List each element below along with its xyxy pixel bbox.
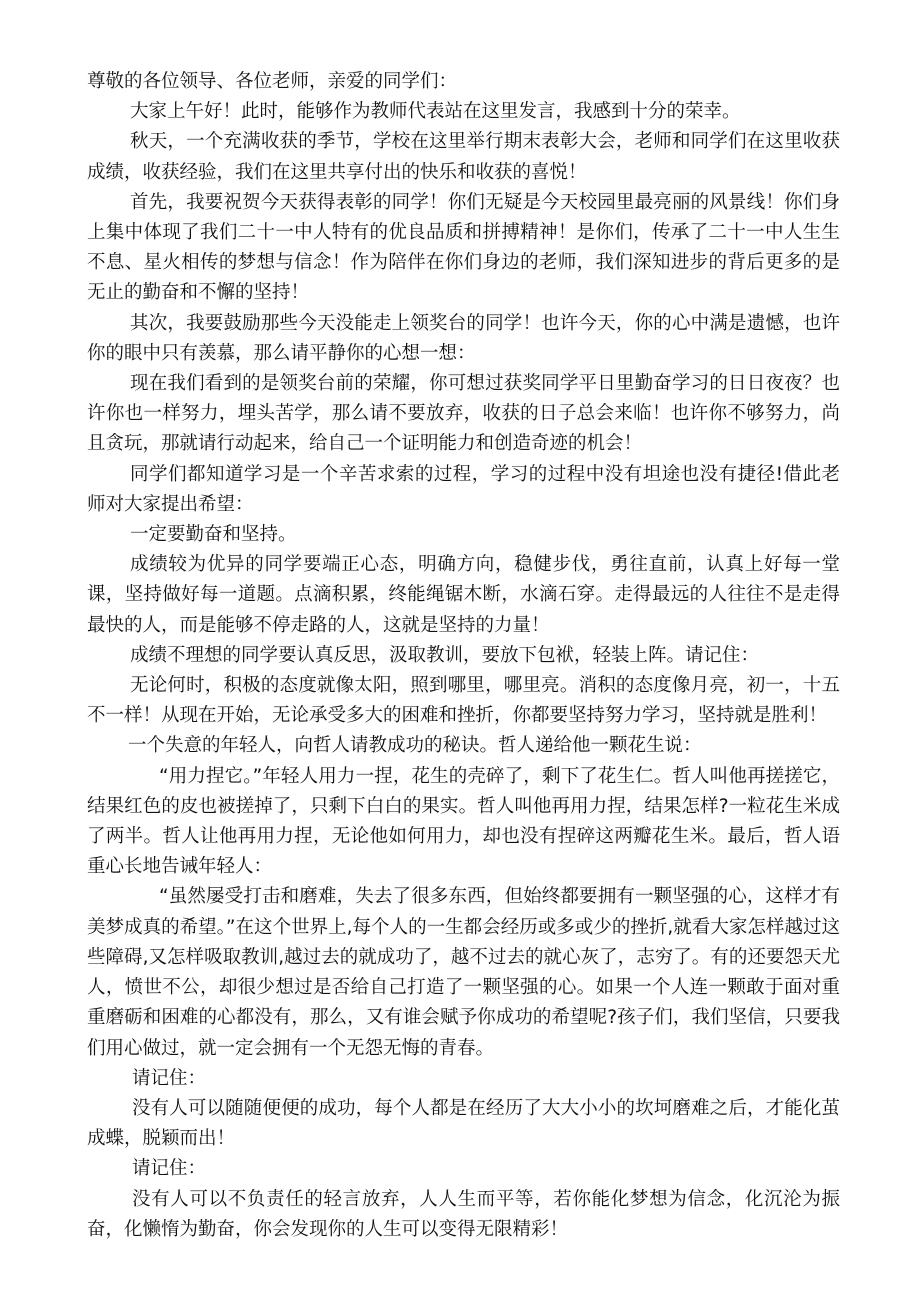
paragraph-diligence: 一定要勤奋和坚持。 <box>130 524 297 546</box>
paragraph-peanut: “用力捏它。”年轻人用力一捏，花生的壳碎了，剩下了花生仁。哲人叫他再搓搓它，结果红色的皮也被搓掉了，只剩下白白的果实。哲人叫他再用力捏，结果怎样?一粒花生米成了两半。哲人让他再用力捏，无论他如何用力，却也没有捏碎这两瓣花生米。最后，哲人语重心长地告诫年轻人： <box>87 765 840 878</box>
paragraph-glory: 现在我们看到的是领奖台前的荣耀，你可想过获奖同学平日里勤奋学习的日日夜夜？也许你也一样努力，埋头苦学，那么请不要放弃，收获的日子总会来临！也许你不够努力，尚且贪玩，那就请行动起来，给自己一个证明能力和创造奇迹的机会！ <box>87 373 840 455</box>
paragraph-greeting: 大家上午好！此时，能够作为教师代表站在这里发言，我感到十分的荣幸。 <box>130 101 741 123</box>
paragraph-attitude: 无论何时，积极的态度就像太阳，照到哪里，哪里亮。消积的态度像月亮，初一，十五不一样！从现在开始，无论承受多大的困难和挫折，你都要坚持努力学习，坚持就是胜利！ <box>87 675 840 727</box>
salutation: 尊敬的各位领导、各位老师，亲爱的同学们： <box>87 71 458 92</box>
paragraph-excellent-students: 成绩较为优异的同学要端正心态，明确方向，稳健步伐，勇往直前，认真上好每一堂课，坚持做好每一道题。点滴积累，终能绳锯木断，水滴石穿。走得最远的人往往不是走得最快的人，而是能够不停走路的人，这就是坚持的力量！ <box>87 554 840 636</box>
paragraph-closing: 没有人可以不负责任的轻言放弃，人人生而平等，若你能化梦想为信念，化沉沦为振奋，化懒惰为勤奋，你会发现你的人生可以变得无限精彩！ <box>87 1188 840 1240</box>
paragraph-other-students: 成绩不理想的同学要认真反思，汲取教训，要放下包袱，轻装上阵。请记住： <box>130 644 760 666</box>
paragraph-remember-1: 请记住： <box>132 1067 207 1089</box>
paragraph-encourage: 其次，我要鼓励那些今天没能走上领奖台的同学！也许今天，你的心中满是遗憾，也许你的眼中只有羡慕，那么请平静你的心想一想： <box>87 312 840 364</box>
paragraph-remember-2: 请记住： <box>132 1158 207 1180</box>
paragraph-story-intro: 一个失意的年轻人，向哲人请教成功的秘诀。哲人递给他一颗花生说： <box>128 735 702 757</box>
paragraph-autumn: 秋天，一个充满收获的季节，学校在这里举行期末表彰大会，老师和同学们在这里收获成绩，收获经验，我们在这里共享付出的快乐和收获的喜悦！ <box>87 131 840 183</box>
paragraph-strong-heart: “虽然屡受打击和磨难，失去了很多东西，但始终都要拥有一颗坚强的心，这样才有美梦成真的希望。”在这个世界上,每个人的一生都会经历或多或少的挫折,就看大家怎样越过这些障碍,又怎样吸取教训,越过去的就成功了，越不过去的就心灰了，志穷了。有的还要怨天尤人，愤世不公，却很少想过是否给自己打造了一颗坚强的心。如果一个人连一颗敢于面对重重磨砺和困难的心都没有，那么，又有谁会赋予你成功的希望呢?孩子们，我们坚信，只要我们用心做过，就一定会拥有一个无怨无悔的青春。 <box>87 886 840 1059</box>
paragraph-success: 没有人可以随随便便的成功，每个人都是在经历了大大小小的坎坷磨难之后，才能化茧成蝶，脱颖而出！ <box>87 1097 840 1150</box>
paragraph-learning: 同学们都知道学习是一个辛苦求索的过程，学习的过程中没有坦途也没有捷径!借此老师对大家提出希望： <box>87 463 840 515</box>
paragraph-congratulate: 首先，我要祝贺今天获得表彰的同学！你们无疑是今天校园里最亮丽的风景线！你们身上集中体现了我们二十一中人特有的优良品质和拼搏精神！是你们，传承了二十一中人生生不息、星火相传的梦想与信念！作为陪伴在你们身边的老师，我们深知进步的背后更多的是无止的勤奋和不懈的坚持！ <box>87 191 840 304</box>
